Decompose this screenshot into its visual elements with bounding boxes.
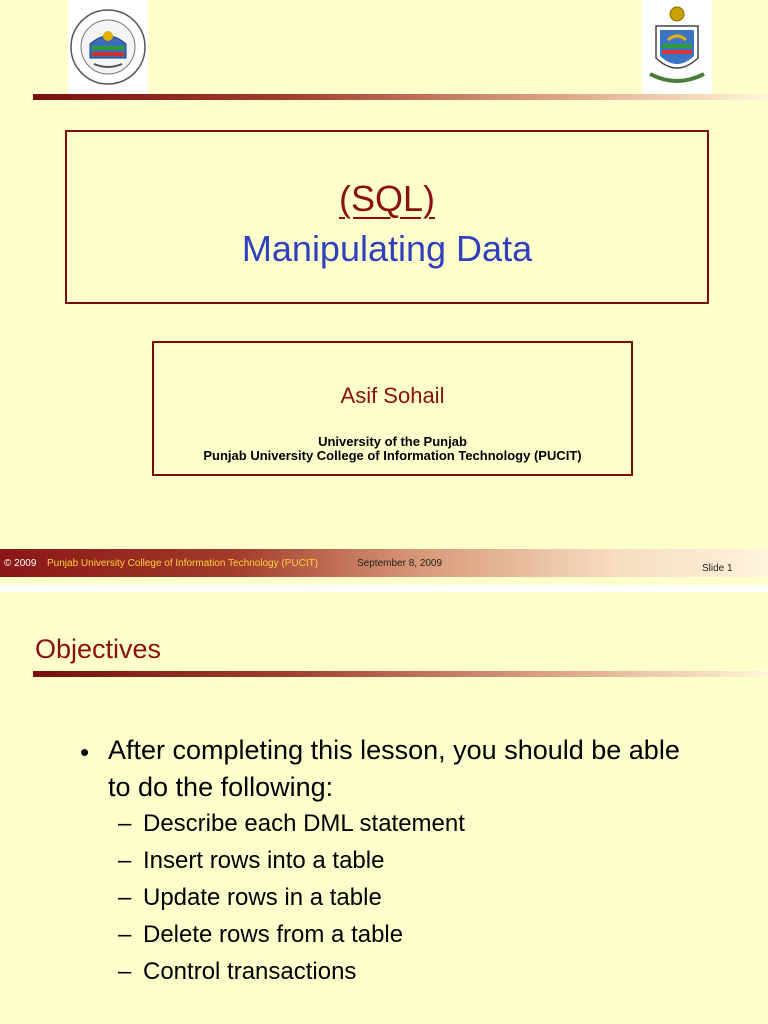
- sub-item: – Delete rows from a table: [118, 921, 404, 948]
- bullet-text: After completing this lesson, you should be able to do the following:: [108, 735, 680, 802]
- author-name: Asif Sohail: [340, 383, 445, 408]
- sub-item: – Update rows in a table: [118, 884, 382, 911]
- objectives-rule: [33, 671, 768, 677]
- sub-item: – Insert rows into a table: [118, 847, 385, 874]
- slide-separator: [0, 585, 768, 592]
- affiliation-college: Punjab University College of Information Technology (PUCIT): [203, 448, 582, 463]
- footer-slide-number: Slide 1: [702, 563, 733, 574]
- author-box: [152, 341, 633, 476]
- title-main: Manipulating Data: [241, 228, 533, 269]
- footer-copyright: © 2009: [4, 558, 37, 569]
- sub-item: – Control transactions: [118, 958, 357, 985]
- sub-item: – Describe each DML statement: [118, 810, 465, 837]
- university-seal-icon: [68, 0, 148, 95]
- header-rule: [33, 94, 768, 100]
- objectives-heading: Objectives: [35, 634, 162, 664]
- title-box: [65, 130, 709, 304]
- bullet-icon: •: [80, 737, 90, 767]
- affiliation-university: University of the Punjab: [318, 434, 467, 449]
- footer-date: September 8, 2009: [357, 558, 443, 569]
- footer-organization: Punjab University College of Information Technology (PUCIT): [47, 558, 319, 569]
- university-crest-icon: [642, 0, 712, 94]
- title-sql: (SQL): [338, 178, 435, 219]
